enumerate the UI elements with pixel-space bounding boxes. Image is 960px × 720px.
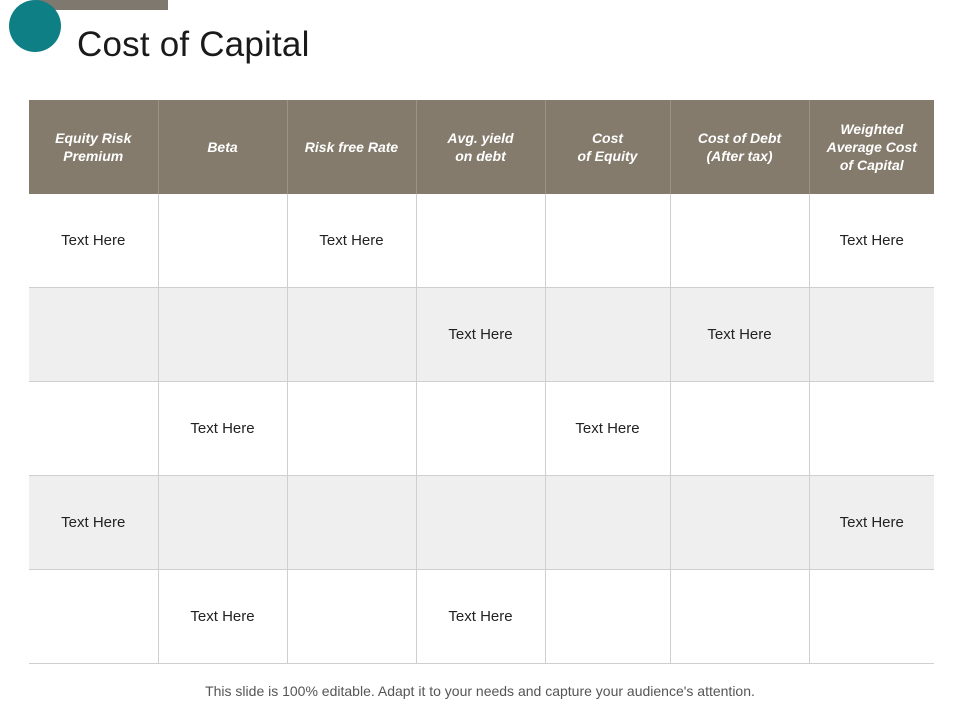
header-equity-risk-premium: Equity Risk Premium	[29, 100, 158, 194]
table-cell: Text Here	[809, 194, 934, 288]
table-cell	[545, 476, 670, 570]
table-cell: Text Here	[29, 476, 158, 570]
table-cell: Text Here	[29, 194, 158, 288]
footer-note: This slide is 100% editable. Adapt it to your needs and capture your audience's attention.	[205, 683, 755, 699]
table-cell: Text Here	[670, 288, 809, 382]
table-header-row	[29, 100, 934, 194]
table-cell	[670, 194, 809, 288]
table-cell	[287, 382, 416, 476]
table-cell	[287, 476, 416, 570]
page-title: Cost of Capital	[77, 25, 310, 64]
table-cell: Text Here	[545, 382, 670, 476]
table-cell	[670, 570, 809, 664]
table-cell	[416, 194, 545, 288]
header-cost-of-equity: Cost of Equity	[545, 100, 670, 194]
table-cell	[416, 476, 545, 570]
accent-circle	[9, 0, 61, 52]
header-wacc: Weighted Average Cost of Capital	[809, 100, 934, 194]
table-row	[29, 570, 934, 664]
table-cell	[809, 288, 934, 382]
table-row	[29, 288, 934, 382]
table-cell	[287, 570, 416, 664]
table-cell: Text Here	[809, 476, 934, 570]
table-cell	[545, 570, 670, 664]
header-beta: Beta	[158, 100, 287, 194]
table-cell	[670, 476, 809, 570]
table-row	[29, 476, 934, 570]
table-cell	[809, 570, 934, 664]
table-row	[29, 194, 934, 288]
table-cell	[158, 288, 287, 382]
top-accent-bar	[36, 0, 168, 10]
table-cell	[287, 288, 416, 382]
table-cell: Text Here	[158, 570, 287, 664]
table-cell	[158, 476, 287, 570]
table-cell	[545, 194, 670, 288]
table-cell	[545, 288, 670, 382]
table-cell	[809, 382, 934, 476]
table-cell	[416, 382, 545, 476]
table-row	[29, 382, 934, 476]
table-cell	[29, 288, 158, 382]
header-risk-free-rate: Risk free Rate	[287, 100, 416, 194]
cost-of-capital-table	[29, 100, 934, 664]
table-cell	[29, 382, 158, 476]
header-cost-of-debt: Cost of Debt (After tax)	[670, 100, 809, 194]
table-cell	[29, 570, 158, 664]
table-cell: Text Here	[287, 194, 416, 288]
table-cell	[158, 194, 287, 288]
table-cell: Text Here	[416, 570, 545, 664]
table-cell: Text Here	[158, 382, 287, 476]
table-cell: Text Here	[416, 288, 545, 382]
table-cell	[670, 382, 809, 476]
header-avg-yield-on-debt: Avg. yield on debt	[416, 100, 545, 194]
